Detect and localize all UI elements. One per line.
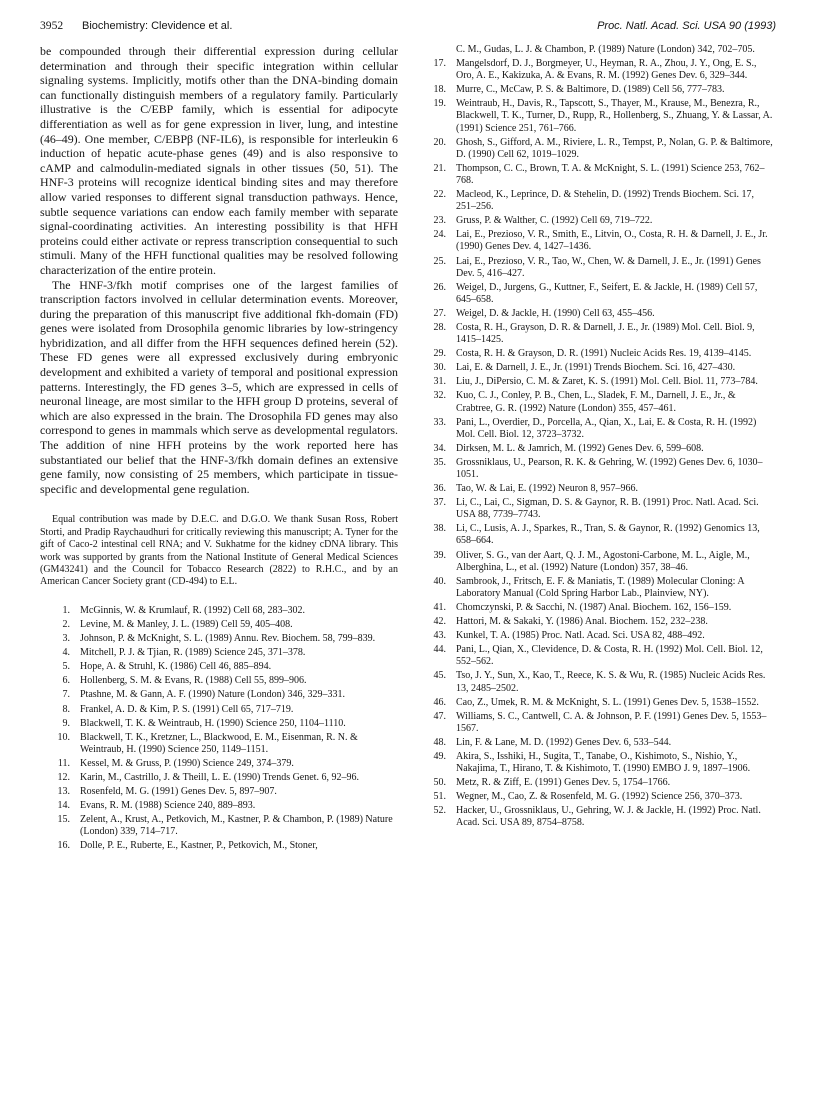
reference-text: Lin, F. & Lane, M. D. (1992) Genes Dev. 6, 533–544. (456, 736, 672, 748)
reference-item (416, 229, 774, 253)
reference-item (416, 215, 774, 227)
reference-text: Chomczynski, P. & Sacchi, N. (1987) Anal. Biochem. 162, 156–159. (456, 601, 732, 613)
reference-number: 44. (433, 644, 446, 656)
reference-list-right (416, 44, 774, 830)
reference-text: Williams, S. C., Cantwell, C. A. & Johnson, P. F. (1991) Genes Dev. 5, 1553–1567. (456, 710, 767, 734)
reference-number: 31. (433, 376, 446, 388)
reference-number: 13. (57, 786, 70, 798)
reference-number: 26. (433, 281, 446, 293)
reference-text: Pani, L., Overdier, D., Porcella, A., Qian, X., Lai, E. & Costa, R. H. (1992) Mol. Cell. Biol. 12, 3723–3732. (456, 416, 757, 440)
reference-text: Blackwell, T. K., Kretzner, L., Blackwood, E. M., Eisenman, R. N. & Weintraub, H. (1990) Science 250, 1149–1151. (80, 731, 358, 755)
body-paragraph: The HNF-3/fkh motif comprises one of the largest families of transcription factors involved in cellular determination events. Moreover, during the preparation of this manuscript five additional fkh-domain (FD) genes were isolated from Drosophila genomic libraries by low-stringency hybridization, and all differ from the HFH sequences defined herein (52). These FD genes were all expressed exclusively during embryonic development and exhibited a variety of temporal and positional expression patterns. Interestingly, the FD genes 3–5, which are expressed in cells of neuronal lineage, are most similar to the HFH group D proteins, several of which are also expressed in the brain. The Drosophila FD genes may also correspond to genes in mammals which serve as developmental regulators. The addition of nine HFH proteins by the work reported here has substantiated our belief that the HNF-3/fkh domain defines an extensive gene family, now consisting of 25 members, which participate in tissue-specific and developmental gene regulation. (40, 277, 398, 496)
reference-text: Sambrook, J., Fritsch, E. F. & Maniatis, T. (1989) Molecular Cloning: A Laboratory Manual (Cold Spring Harbor Lab., Plainview, NY). (456, 575, 744, 599)
reference-list-left (40, 605, 398, 853)
reference-number: 24. (433, 229, 446, 241)
reference-item (416, 630, 774, 642)
reference-text: Zelent, A., Krust, A., Petkovich, M., Kastner, P. & Chambon, P. (1989) Nature (London) 339, 714–717. (80, 814, 393, 838)
reference-item (40, 675, 398, 687)
reference-text: Li, C., Lai, C., Sigman, D. S. & Gaynor, R. B. (1991) Proc. Natl. Acad. Sci. USA 88, 7739–7743. (456, 497, 759, 521)
reference-number: 36. (433, 483, 446, 495)
reference-text: Akira, S., Isshiki, H., Sugita, T., Tanabe, O., Kishimoto, S., Nishio, Y., Nakajima, T., Hirano, T. & Kishimoto, T. (1990) EMBO J. 9, 1897–1906. (456, 750, 751, 775)
reference-number: 50. (433, 777, 446, 789)
reference-text: Evans, R. M. (1988) Science 240, 889–893. (80, 800, 256, 812)
reference-text: Weigel, D. & Jackle, H. (1990) Cell 63, 455–456. (456, 307, 655, 319)
reference-number: 3. (62, 633, 70, 645)
reference-number: 14. (57, 800, 70, 812)
reference-item (416, 98, 774, 134)
reference-text: Grossniklaus, U., Pearson, R. K. & Gehring, W. (1992) Genes Dev. 6, 1030–1051. (456, 456, 763, 480)
reference-item (416, 84, 774, 96)
reference-text: Cao, Z., Umek, R. M. & McKnight, S. L. (1991) Genes Dev. 5, 1538–1552. (456, 696, 759, 708)
reference-text: Liu, J., DiPersio, C. M. & Zaret, K. S. (1991) Mol. Cell. Biol. 11, 773–784. (456, 376, 758, 388)
reference-item (416, 390, 774, 414)
reference-item (416, 417, 774, 441)
reference-number: 42. (433, 616, 446, 628)
reference-item (416, 322, 774, 346)
reference-number: 43. (433, 630, 446, 642)
reference-item (416, 751, 774, 775)
reference-number: 35. (433, 456, 446, 468)
reference-text: Oliver, S. G., van der Aart, Q. J. M., Agostoni-Carbone, M. L., Aigle, M., Alberghina, L., et al. (1992) Nature (London) 357, 38–46. (456, 549, 750, 573)
reference-text: Hattori, M. & Sakaki, Y. (1986) Anal. Biochem. 152, 232–238. (456, 616, 708, 628)
reference-number: 9. (62, 717, 70, 729)
reference-item (40, 689, 398, 701)
reference-text: Dolle, P. E., Ruberte, E., Kastner, P., Petkovich, M., Stoner, (80, 840, 318, 852)
reference-text: Costa, R. H., Grayson, D. R. & Darnell, J. E., Jr. (1989) Mol. Cell. Biol. 9, 1415–1425. (456, 321, 755, 346)
journal-citation: Proc. Natl. Acad. Sci. USA 90 (1993) (597, 20, 776, 32)
reference-item (416, 602, 774, 614)
reference-item (40, 647, 398, 659)
reference-item (416, 805, 774, 829)
reference-text: Mangelsdorf, D. J., Borgmeyer, U., Heyman, R. A., Zhou, J. Y., Ong, E. S., Oro, A. E., Kakizuka, A. & Evans, R. M. (1992) Genes Dev. 6, 329–344. (456, 58, 757, 82)
reference-item (40, 619, 398, 631)
reference-item (416, 282, 774, 306)
reference-item (40, 718, 398, 730)
reference-item (40, 800, 398, 812)
reference-number: 20. (433, 136, 446, 148)
reference-number: 21. (433, 162, 446, 174)
reference-text: Lai, E. & Darnell, J. E., Jr. (1991) Trends Biochem. Sci. 16, 427–430. (456, 362, 736, 374)
acknowledgments: Equal contribution was made by D.E.C. and D.G.O. We thank Susan Ross, Robert Storti, and Pradip Raychaudhuri for critically reviewing this manuscript; A. Tyner for the gift of Caco-2 intestinal cell RNA; and V. Sukhatme for the kidney cDNA library. This work was supported by grants from the National Institute of General Medical Sciences (GM43241) and the Council for Tobacco Research (2822) to R.H.C., and by an American Cancer Society grant (CD-494) to E.L. (40, 514, 398, 588)
reference-item (40, 814, 398, 838)
reference-number: 41. (433, 601, 446, 613)
reference-text: Tso, J. Y., Sun, X., Kao, T., Reece, K. S. & Wu, R. (1985) Nucleic Acids Res. 13, 2485–2502. (456, 670, 766, 694)
body-paragraph: be compounded through their differential expression during cellular determination and through their specific integration within cellular signaling systems. Implicitly, motifs other than the DNA-binding domain can functionally distinguish members of a regulatory family. Particularly illustrative is the C/EBP family, which is essential for adipocyte differentiation as well as for gene expression in liver, lung, and intestine (46–49). One member, C/EBPβ (NF-IL6), is responsible for interleukin 6 induction of hepatic acute-phase genes (49) and is also responsive to cAMP and calmodulin-mediated signals in other tissues (50, 51). The HNF-3 proteins will recognize identical binding sites and may therefore allow varied responses to different signal transduction pathways. Hence, subtle sequence variations can endow each family member with separate signal-coordinating activities. An interesting possibility is that HFH proteins could either activate or repress transcription consequential to such stimuli. Many of the HFH functional qualities may be resolved following characterization of the entire protein. (40, 44, 398, 277)
reference-item (416, 362, 774, 374)
reference-number: 12. (57, 771, 70, 783)
reference-number: 6. (62, 675, 70, 687)
right-column (416, 44, 774, 830)
reference-number: 11. (57, 757, 70, 769)
reference-continuation: C. M., Gudas, L. J. & Chambon, P. (1989) Nature (London) 342, 702–705. (456, 44, 755, 55)
reference-number: 15. (57, 814, 70, 826)
reference-item (416, 711, 774, 735)
reference-text: Macleod, K., Leprince, D. & Stehelin, D. (1992) Trends Biochem. Sci. 17, 251–256. (456, 189, 755, 213)
reference-number: 30. (433, 362, 446, 374)
reference-item (416, 376, 774, 388)
reference-text: Gruss, P. & Walther, C. (1992) Cell 69, 719–722. (456, 215, 653, 227)
reference-item (416, 163, 774, 187)
reference-text: Tao, W. & Lai, E. (1992) Neuron 8, 957–966. (456, 483, 639, 495)
reference-text: Blackwell, T. K. & Weintraub, H. (1990) Science 250, 1104–1110. (80, 717, 346, 729)
reference-number: 52. (433, 805, 446, 817)
running-title: Biochemistry: Clevidence et al. (82, 20, 233, 32)
reference-item (416, 348, 774, 360)
reference-text: Weintraub, H., Davis, R., Tapscott, S., Thayer, M., Krause, M., Benezra, R., Blackwell, T. K., Turner, D., Rupp, R., Hollenberg, S., Zhuang, Y. & Lassar, A. (1991) Science 251, 761–766. (456, 98, 773, 134)
reference-text: Weigel, D., Jurgens, G., Kuttner, F., Seifert, E. & Jackle, H. (1989) Cell 57, 645–658. (456, 281, 758, 305)
reference-number: 4. (62, 647, 70, 659)
reference-item (40, 840, 398, 852)
reference-text: Kunkel, T. A. (1985) Proc. Natl. Acad. Sci. USA 82, 488–492. (456, 630, 705, 642)
reference-item (40, 704, 398, 716)
page-number: 3952 (40, 19, 64, 32)
reference-item (40, 758, 398, 770)
reference-item (40, 732, 398, 756)
reference-number: 40. (433, 575, 446, 587)
reference-number: 49. (433, 750, 446, 762)
reference-text: Hacker, U., Grossniklaus, U., Gehring, W. J. & Jackle, H. (1992) Proc. Natl. Acad. Sci. USA 89, 8754–8758. (456, 805, 761, 829)
reference-item (40, 661, 398, 673)
reference-number: 7. (62, 689, 70, 701)
reference-number: 17. (433, 58, 446, 70)
reference-number: 28. (433, 321, 446, 333)
reference-text: Hollenberg, S. M. & Evans, R. (1988) Cell 55, 899–906. (80, 675, 307, 687)
reference-number: 51. (433, 791, 446, 803)
reference-item (40, 786, 398, 798)
reference-text: Wegner, M., Cao, Z. & Rosenfeld, M. G. (1992) Science 256, 370–373. (456, 791, 743, 803)
reference-number: 48. (433, 736, 446, 748)
reference-text: Levine, M. & Manley, J. L. (1989) Cell 59, 405–408. (80, 618, 293, 630)
reference-text: Murre, C., McCaw, P. S. & Baltimore, D. (1989) Cell 56, 777–783. (456, 84, 725, 96)
reference-text: Ptashne, M. & Gann, A. F. (1990) Nature (London) 346, 329–331. (80, 689, 346, 701)
reference-item (416, 550, 774, 574)
reference-text: Karin, M., Castrillo, J. & Theill, L. E. (1990) Trends Genet. 6, 92–96. (80, 771, 359, 783)
reference-number: 8. (62, 703, 70, 715)
reference-text: Kuo, C. J., Conley, P. B., Chen, L., Sladek, F. M., Darnell, J. E., Jr., & Crabtree, G. R. (1992) Nature (London) 355, 457–461. (456, 390, 736, 414)
reference-item (416, 737, 774, 749)
reference-item (416, 483, 774, 495)
reference-text: Pani, L., Qian, X., Clevidence, D. & Costa, R. H. (1992) Mol. Cell. Biol. 12, 552–562. (456, 644, 763, 668)
reference-number: 27. (433, 307, 446, 319)
page-header (40, 19, 776, 33)
reference-number: 37. (433, 497, 446, 509)
reference-text: Kessel, M. & Gruss, P. (1990) Science 249, 374–379. (80, 757, 294, 769)
reference-text: Lai, E., Prezioso, V. R., Tao, W., Chen, W. & Darnell, J. E., Jr. (1991) Genes Dev. 5, 416–427. (456, 255, 761, 279)
left-column (40, 44, 398, 853)
reference-text: Johnson, P. & McKnight, S. L. (1989) Annu. Rev. Biochem. 58, 799–839. (80, 633, 376, 645)
reference-text: Dirksen, M. L. & Jamrich, M. (1992) Genes Dev. 6, 599–608. (456, 442, 704, 454)
reference-number: 25. (433, 255, 446, 267)
reference-number: 18. (433, 84, 446, 96)
reference-number: 39. (433, 549, 446, 561)
reference-item (416, 616, 774, 628)
reference-item (416, 58, 774, 82)
reference-text: Ghosh, S., Gifford, A. M., Riviere, L. R., Tempst, P., Nolan, G. P. & Baltimore, D. (1990) Cell 62, 1019–1029. (456, 136, 773, 160)
reference-item (416, 697, 774, 709)
reference-item (416, 189, 774, 213)
reference-number: 23. (433, 215, 446, 227)
reference-number: 5. (62, 661, 70, 673)
reference-number: 19. (433, 98, 446, 110)
reference-item (40, 772, 398, 784)
reference-item (416, 576, 774, 600)
reference-item (416, 497, 774, 521)
reference-text: McGinnis, W. & Krumlauf, R. (1992) Cell 68, 283–302. (80, 604, 305, 616)
reference-number: 38. (433, 523, 446, 535)
reference-number: 1. (62, 604, 70, 616)
reference-text: Thompson, C. C., Brown, T. A. & McKnight, S. L. (1991) Science 253, 762–768. (456, 162, 765, 186)
reference-item (416, 457, 774, 481)
reference-number: 32. (433, 390, 446, 402)
reference-number: 29. (433, 348, 446, 360)
reference-item (416, 670, 774, 694)
reference-text: Lai, E., Prezioso, V. R., Smith, E., Litvin, O., Costa, R. H. & Darnell, J. E., Jr. (1990) Genes Dev. 4, 1427–1436. (456, 229, 768, 253)
reference-number: 10. (57, 731, 70, 743)
reference-text: Rosenfeld, M. G. (1991) Genes Dev. 5, 897–907. (80, 786, 277, 798)
reference-item (416, 256, 774, 280)
reference-item (416, 443, 774, 455)
reference-text: Frankel, A. D. & Kim, P. S. (1991) Cell 65, 717–719. (80, 703, 294, 715)
reference-number: 2. (62, 618, 70, 630)
reference-number: 46. (433, 696, 446, 708)
reference-text: Li, C., Lusis, A. J., Sparkes, R., Tran, S. & Gaynor, R. (1992) Genomics 13, 658–664. (456, 523, 760, 547)
reference-number: 16. (57, 840, 70, 852)
discussion-text (40, 44, 398, 496)
reference-item (416, 523, 774, 547)
reference-item (416, 777, 774, 789)
reference-number: 33. (433, 416, 446, 428)
reference-text: Mitchell, P. J. & Tjian, R. (1989) Science 245, 371–378. (80, 647, 306, 659)
reference-text: Costa, R. H. & Grayson, D. R. (1991) Nucleic Acids Res. 19, 4139–4145. (456, 348, 752, 360)
reference-item (416, 644, 774, 668)
reference-item (40, 605, 398, 617)
reference-item (416, 308, 774, 320)
reference-number: 34. (433, 442, 446, 454)
reference-number: 45. (433, 670, 446, 682)
reference-number: 22. (433, 189, 446, 201)
reference-item (416, 137, 774, 161)
reference-item (416, 791, 774, 803)
reference-item (40, 633, 398, 645)
reference-text: Metz, R. & Ziff, E. (1991) Genes Dev. 5, 1754–1766. (456, 777, 671, 789)
reference-text: Hope, A. & Struhl, K. (1986) Cell 46, 885–894. (80, 661, 272, 673)
reference-number: 47. (433, 710, 446, 722)
